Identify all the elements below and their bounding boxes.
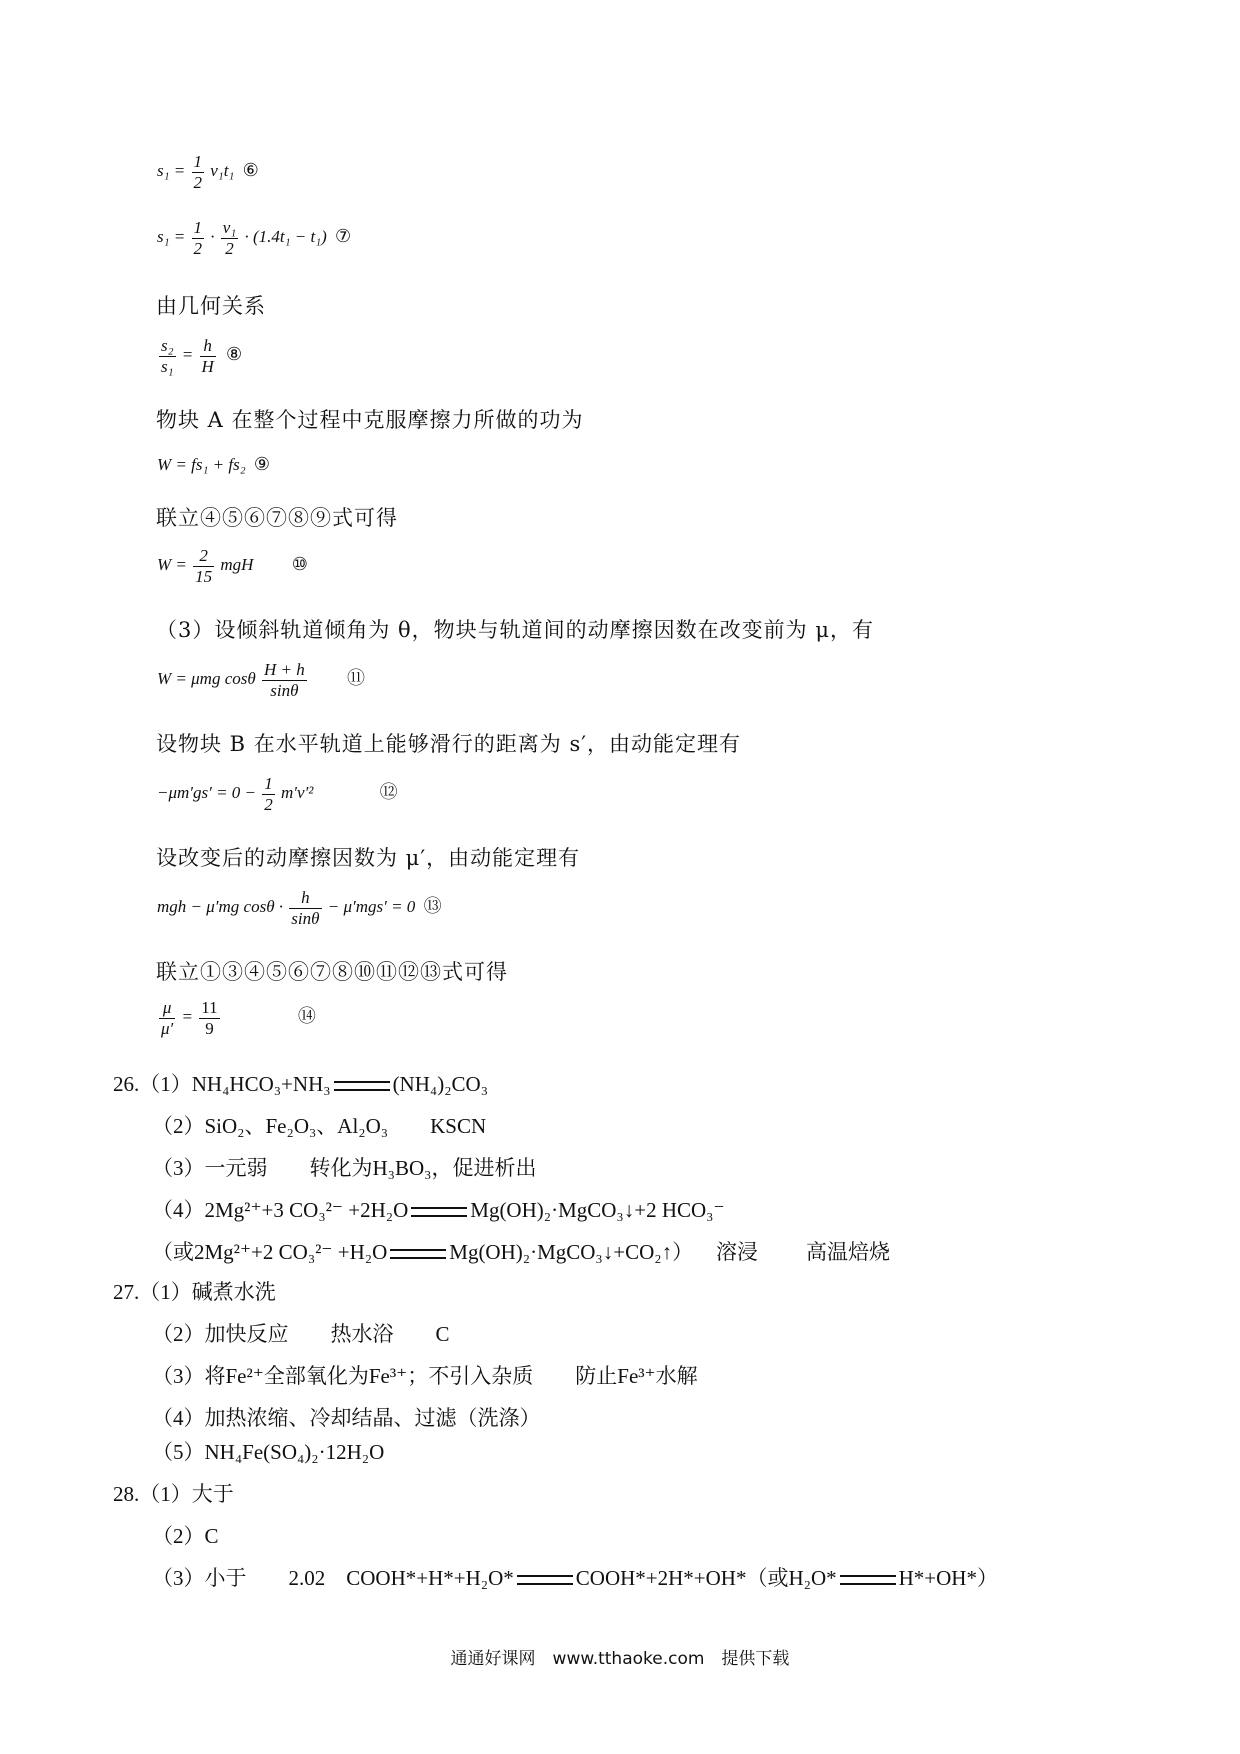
q26-part-4-alt — [152, 1236, 693, 1266]
eq9-mark: ⑨ — [253, 454, 270, 474]
eq11-mark: ⑪ — [346, 667, 365, 688]
q26-part-3: （3）一元弱 转化为H₃BO₃，促进析出 — [152, 1156, 537, 1180]
eq12-rest: m′v′² — [281, 782, 314, 802]
q28-p3-middle: COOH*+2H*+OH*（或H₂O* — [575, 1566, 837, 1590]
text-distance: 设物块 B 在水平轨道上能够滑行的距离为 s′，由动能定理有 — [156, 732, 742, 756]
eq8-num1: s₂ — [161, 336, 174, 355]
eq13-lhs: mgh − μ′mg cosθ · — [157, 896, 284, 916]
eq11-fraction — [262, 660, 307, 700]
equals-sign-icon — [411, 1207, 467, 1217]
eq14-den2: 9 — [205, 1018, 214, 1038]
equals-sign-icon — [390, 1249, 446, 1259]
text-combine-2: 联立①③④⑤⑥⑦⑧⑩⑪⑫⑬式可得 — [156, 960, 508, 984]
eq7-num2: v₁ — [222, 218, 237, 237]
q27-part-3: （3）将Fe²⁺全部氧化为Fe³⁺；不引入杂质 防止Fe³⁺水解 — [152, 1364, 698, 1388]
q26-p4-label: （4） — [152, 1198, 205, 1222]
eq7-rest: · (1.4t₁ − t₁) — [244, 226, 327, 246]
equals-sign-icon — [334, 1081, 390, 1091]
q26-part-2: （2）SiO₂、Fe₂O₃、Al₂O₃ KSCN — [152, 1114, 487, 1138]
eq12-lhs: −μm′gs′ = 0 − — [157, 782, 257, 802]
text-work: 物块 A 在整个过程中克服摩擦力所做的功为 — [156, 408, 584, 432]
eq12-den: 2 — [264, 794, 273, 814]
eq12-fraction — [262, 774, 275, 814]
eq6-den: 2 — [193, 172, 202, 192]
eq7-den1: 2 — [193, 238, 202, 258]
equation-7 — [157, 218, 351, 258]
q26-p4b-products: Mg(OH)₂·MgCO₃↓+CO₂↑） — [449, 1240, 694, 1264]
equals-sign-icon — [840, 1575, 896, 1585]
eq6-rest: v₁t₁ — [210, 160, 235, 180]
eq10-rest: mgH — [220, 554, 254, 574]
eq13-den: sinθ — [291, 908, 320, 928]
q26-p4b-extra-1: 溶浸 — [716, 1240, 758, 1264]
q26-p1-reactants: NH₄HCO₃+NH₃ — [191, 1072, 331, 1096]
equation-13 — [157, 888, 442, 928]
text-part-3: （3）设倾斜轨道倾角为 θ，物块与轨道间的动摩擦因数在改变前为 μ，有 — [156, 618, 874, 642]
eq12-num: 1 — [264, 774, 273, 793]
eq6-mark: ⑥ — [242, 159, 259, 180]
q28-number: 28. — [113, 1482, 140, 1506]
eq14-fraction-2 — [199, 998, 219, 1038]
eq7-fraction-2 — [221, 218, 238, 258]
q28-part-3 — [152, 1562, 998, 1592]
eq6-fraction — [192, 152, 205, 192]
equals-sign-icon — [517, 1575, 573, 1585]
eq11-lhs: W = μmg cosθ — [157, 668, 256, 688]
text-geometry: 由几何关系 — [156, 294, 266, 318]
q26-p4b-reactants: （或2Mg²⁺+2 CO₃²⁻ +H₂O — [152, 1240, 388, 1264]
eq7-num1: 1 — [193, 218, 202, 237]
q26-p1-label: （1） — [139, 1072, 192, 1096]
q28-part-1 — [113, 1478, 234, 1508]
q27-part-1 — [113, 1276, 276, 1306]
eq7-mark: ⑦ — [335, 225, 352, 246]
q28-p3-reactants: COOH*+H*+H₂O* — [346, 1566, 514, 1590]
page-footer: 通通好课网 www.tthaoke.com 提供下载 — [450, 1649, 790, 1669]
eq8-den2: H — [201, 356, 214, 376]
eq6-num: 1 — [193, 152, 202, 171]
text-combine-1: 联立④⑤⑥⑦⑧⑨式可得 — [156, 506, 398, 530]
eq14-num1: μ — [159, 998, 175, 1019]
q26-p4-reactants: 2Mg²⁺+3 CO₃²⁻ +2H₂O — [204, 1198, 409, 1222]
eq10-fraction — [193, 546, 214, 586]
eq6-lhs: s₁ = — [157, 160, 186, 180]
eq14-fraction-1 — [159, 998, 175, 1038]
q28-p1: （1）大于 — [139, 1482, 234, 1506]
q28-part-2: （2）C — [152, 1524, 219, 1548]
eq13-rest: − μ′mgs′ = 0 — [327, 896, 416, 916]
q26-p1-products: (NH₄)₂CO₃ — [392, 1072, 489, 1096]
eq13-mark: ⑬ — [423, 895, 442, 916]
q26-number: 26. — [113, 1072, 140, 1096]
q27-number: 27. — [113, 1280, 140, 1304]
q26-p4-products: Mg(OH)₂·MgCO₃↓+2 HCO₃⁻ — [470, 1198, 725, 1222]
equation-8 — [157, 336, 242, 376]
equation-10 — [157, 546, 308, 586]
text-changed: 设改变后的动摩擦因数为 μ′，由动能定理有 — [156, 846, 581, 870]
eq10-num: 2 — [193, 546, 214, 567]
eq8-fraction-2 — [200, 336, 216, 376]
equation-12 — [157, 774, 398, 814]
eq8-den1: s₁ — [161, 356, 174, 376]
eq11-den: sinθ — [270, 680, 299, 700]
eq7-fraction-1 — [192, 218, 205, 258]
q26-part-4 — [152, 1194, 725, 1224]
eq10-mark: ⑩ — [291, 553, 308, 574]
eq13-fraction — [289, 888, 321, 928]
q27-p1: （1）碱煮水洗 — [139, 1280, 276, 1304]
q26-p4b-extra-2: 高温焙烧 — [806, 1240, 890, 1264]
eq8-num2: h — [200, 336, 216, 357]
eq8-equals: = — [181, 344, 194, 364]
eq10-den: 15 — [195, 566, 213, 586]
eq8-fraction-1 — [159, 336, 176, 376]
eq7-den2: 2 — [225, 238, 234, 258]
eq10-lhs: W = — [157, 554, 187, 574]
q27-part-5: （5）NH₄Fe(SO₄)₂·12H₂O — [152, 1440, 385, 1464]
q28-p3-products: H*+OH*） — [898, 1566, 998, 1590]
equation-6 — [157, 152, 259, 192]
q26-part-1 — [113, 1068, 488, 1098]
eq14-equals: = — [181, 1006, 193, 1026]
q27-part-4: （4）加热浓缩、冷却结晶、过滤（洗涤） — [152, 1406, 541, 1430]
eq7-dot: · — [210, 226, 215, 246]
equation-14 — [157, 998, 316, 1038]
equation-11 — [157, 660, 365, 700]
eq14-num2: 11 — [201, 998, 218, 1017]
eq14-mark: ⑭ — [297, 1005, 316, 1026]
q28-p3-label: （3）小于 2.02 — [152, 1566, 347, 1590]
eq7-lhs: s₁ = — [157, 226, 186, 246]
q27-part-2: （2）加快反应 热水浴 C — [152, 1322, 450, 1346]
eq8-mark: ⑧ — [226, 343, 243, 364]
eq11-num: H + h — [263, 660, 305, 679]
equation-9 — [157, 454, 270, 475]
eq12-mark: ⑫ — [379, 781, 398, 802]
eq14-den1: μ′ — [161, 1018, 174, 1038]
eq13-num: h — [289, 888, 321, 909]
eq9-expr: W = fs₁ + fs₂ — [157, 455, 246, 474]
